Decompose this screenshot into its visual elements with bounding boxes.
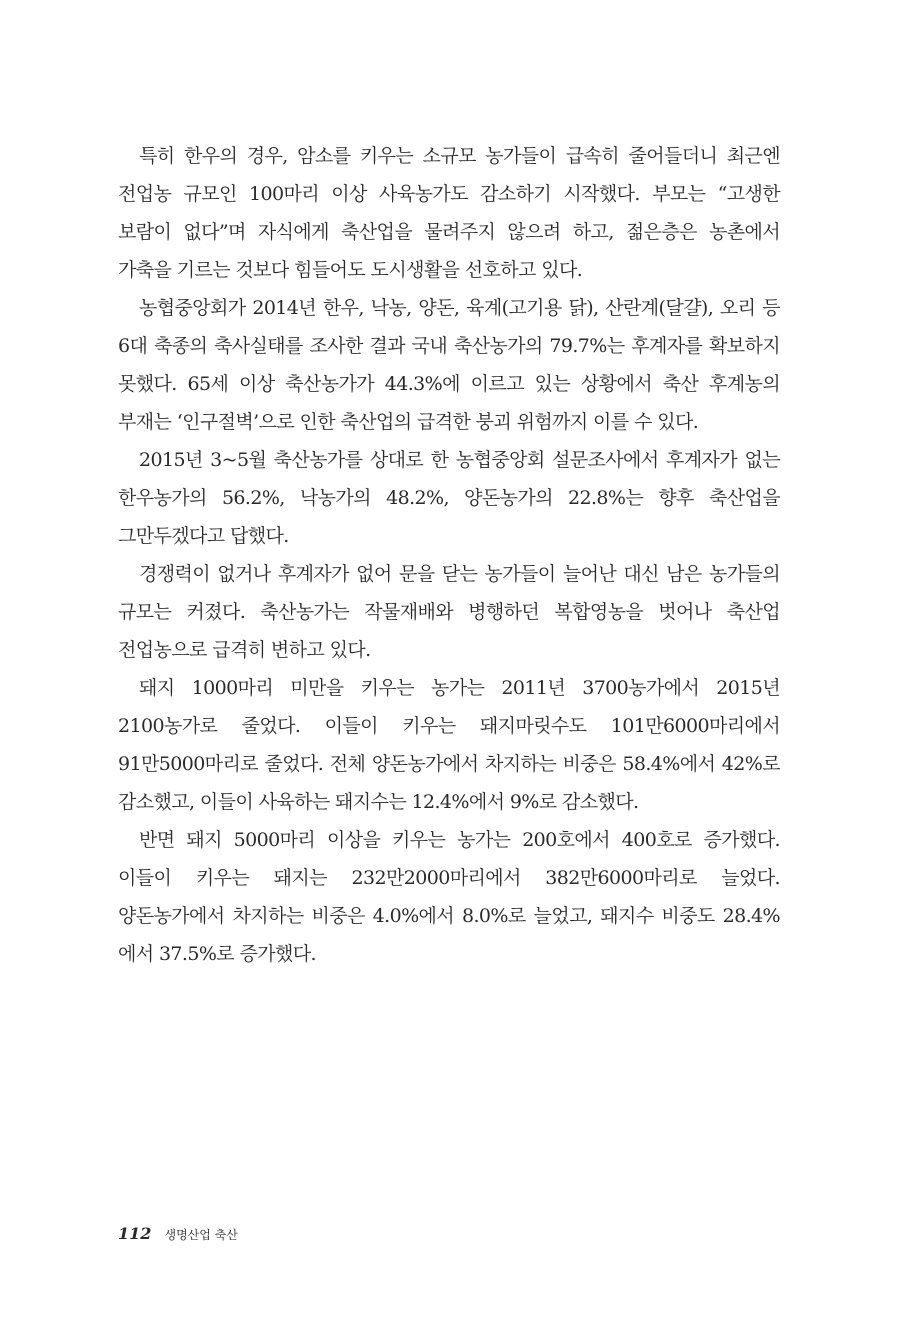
paragraph: 반면 돼지 5000마리 이상을 키우는 농가는 200호에서 400호로 증가했다. 이들이 키우는 돼지는 232만2000마리에서 382만6000마리로 늘었다. 양돈농가에서 차지하는 비중은 4.0%에서 8.0%로 늘었고, 돼지수 비중도 28.4%에서 37.5%로 증가했다.: [118, 829, 780, 965]
paragraph: 2015년 3~5월 축산농가를 상대로 한 농협중앙회 설문조사에서 후계자가 없는 한우농가의 56.2%, 낙농가의 48.2%, 양돈농가의 22.8%는 향후 축산업을 그만두겠다고 답했다.: [118, 449, 780, 547]
paragraph: 경쟁력이 없거나 후계자가 없어 문을 닫는 농가들이 늘어난 대신 남은 농가들의 규모는 커졌다. 축산농가는 작물재배와 병행하던 복합영농을 벗어나 축산업 전업농으로 급격히 변하고 있다.: [118, 563, 780, 661]
paragraph: 농협중앙회가 2014년 한우, 낙농, 양돈, 육계(고기용 닭), 산란계(달걀), 오리 등 6대 축종의 축사실태를 조사한 결과 국내 축산농가의 79.7%는 후계자를 확보하지 못했다. 65세 이상 축산농가가 44.3%에 이르고 있는 상황에서 축산 후계농의 부재는 ‘인구절벽’으로 인한 축산업의 급격한 붕괴 위험까지 이를 수 있다.: [118, 297, 780, 433]
paragraph: 특히 한우의 경우, 암소를 키우는 소규모 농가들이 급속히 줄어들더니 최근엔 전업농 규모인 100마리 이상 사육농가도 감소하기 시작했다. 부모는 “고생한 보람이 없다”며 자식에게 축산업을 물려주지 않으려 하고, 젊은층은 농촌에서 가축을 기르는 것보다 힘들어도 도시생활을 선호하고 있다.: [118, 145, 780, 281]
page-footer: [118, 1224, 238, 1243]
paragraph: 돼지 1000마리 미만을 키우는 농가는 2011년 3700농가에서 2015년 2100농가로 줄었다. 이들이 키우는 돼지마릿수도 101만6000마리에서 91만5000마리로 줄었다. 전체 양돈농가에서 차지하는 비중은 58.4%에서 42%로 감소했고, 이들이 사육하는 돼지수는 12.4%에서 9%로 감소했다.: [118, 677, 780, 813]
body-text: [118, 137, 780, 973]
running-title: 생명산업 축산: [164, 1228, 238, 1242]
page-number: 112: [118, 1224, 152, 1243]
